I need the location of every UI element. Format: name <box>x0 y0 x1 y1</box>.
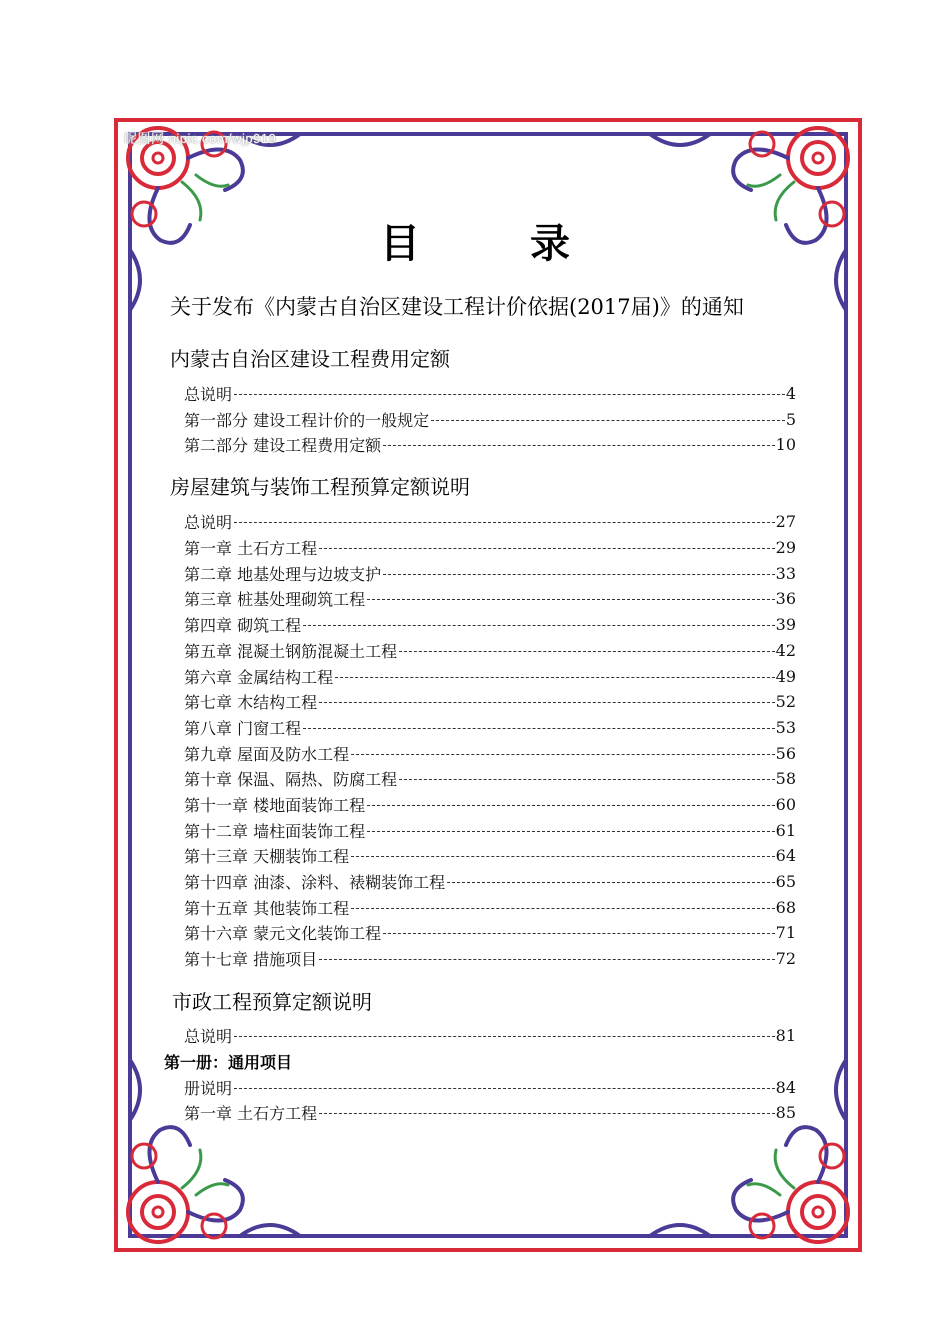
toc-entry[interactable] <box>184 561 796 585</box>
toc-entry-page: 10 <box>775 434 796 454</box>
dotted-leader <box>383 574 775 575</box>
toc-entry-label: 总说明 <box>184 384 233 404</box>
toc-entry-label: 总说明 <box>184 512 233 532</box>
toc-entry-page: 29 <box>775 537 796 557</box>
toc-entry[interactable] <box>184 432 796 456</box>
toc-entry-page: 72 <box>775 948 796 968</box>
dotted-leader <box>319 548 775 549</box>
toc-entry-page: 27 <box>775 511 796 531</box>
dotted-leader <box>383 445 775 446</box>
toc-entry[interactable] <box>184 381 796 405</box>
notice-heading[interactable]: 关于发布《内蒙古自治区建设工程计价依据(2017届)》的通知 <box>170 295 744 319</box>
dotted-leader <box>367 805 775 806</box>
toc-entry-page: 5 <box>785 409 796 429</box>
toc-entry[interactable] <box>184 509 796 533</box>
toc-entry-label: 第十一章 楼地面装饰工程 <box>184 795 366 815</box>
toc-entry-page: 61 <box>775 820 796 840</box>
dotted-leader <box>399 779 775 780</box>
toc-entry-page: 85 <box>775 1102 796 1122</box>
dotted-leader <box>399 651 775 652</box>
toc-entry-page: 56 <box>775 743 796 763</box>
toc-entry-page: 42 <box>775 640 796 660</box>
toc-entry-page: 71 <box>775 922 796 942</box>
toc-entry-label: 第九章 屋面及防水工程 <box>184 744 350 764</box>
dotted-leader <box>319 1113 775 1114</box>
dotted-leader <box>431 420 785 421</box>
corner-ornament-bottom-left <box>128 1127 243 1242</box>
toc-entry-label: 第三章 桩基处理砌筑工程 <box>184 589 366 609</box>
toc-entry-label: 第十五章 其他装饰工程 <box>184 898 350 918</box>
dotted-leader <box>351 754 775 755</box>
toc-entry[interactable] <box>184 792 796 816</box>
toc-entry-label: 第二部分 建设工程费用定额 <box>184 435 382 455</box>
dotted-leader <box>383 933 775 934</box>
toc-entry-label: 第八章 门窗工程 <box>184 718 302 738</box>
dotted-leader <box>234 394 785 395</box>
toc-entry[interactable] <box>184 946 796 970</box>
corner-ornament-bottom-right <box>733 1127 848 1242</box>
toc-entry[interactable] <box>184 1100 796 1124</box>
toc-entry-label: 第十六章 蒙元文化装饰工程 <box>184 923 382 943</box>
toc-entry-page: 33 <box>775 563 796 583</box>
toc-entry-label: 总说明 <box>184 1026 233 1046</box>
toc-entry-label: 第十四章 油漆、涂料、裱糊装饰工程 <box>184 872 446 892</box>
toc-entry[interactable] <box>184 638 796 662</box>
toc-entry[interactable] <box>184 407 796 431</box>
toc-entry-label: 第十三章 天棚装饰工程 <box>184 846 350 866</box>
toc-entry-page: 4 <box>785 383 796 403</box>
toc-entry-label: 第四章 砌筑工程 <box>184 615 302 635</box>
toc-entry-page: 53 <box>775 717 796 737</box>
dotted-leader <box>447 882 775 883</box>
toc-entry[interactable] <box>184 689 796 713</box>
toc-entry[interactable] <box>184 586 796 610</box>
dotted-leader <box>234 522 775 523</box>
toc-entry-page: 65 <box>775 871 796 891</box>
dotted-leader <box>319 959 775 960</box>
section-heading-building-decoration[interactable]: 房屋建筑与装饰工程预算定额说明 <box>170 475 470 499</box>
dotted-leader <box>234 1036 775 1037</box>
toc-entry-label: 第五章 混凝土钢筋混凝土工程 <box>184 641 398 661</box>
toc-entry-page: 81 <box>775 1025 796 1045</box>
toc-entry-label: 册说明 <box>184 1078 233 1098</box>
toc-entry-page: 84 <box>775 1077 796 1097</box>
toc-entry[interactable] <box>184 766 796 790</box>
toc-entry-page: 68 <box>775 897 796 917</box>
toc-entry[interactable] <box>184 535 796 559</box>
toc-entry-page: 64 <box>775 845 796 865</box>
dotted-leader <box>351 908 775 909</box>
toc-entry[interactable] <box>184 920 796 944</box>
toc-entry[interactable] <box>184 843 796 867</box>
toc-entry[interactable] <box>184 1075 796 1099</box>
toc-entry-page: 36 <box>775 588 796 608</box>
dotted-leader <box>335 677 775 678</box>
toc-entry-label: 第十二章 墙柱面装饰工程 <box>184 821 366 841</box>
toc-entry-label: 第七章 木结构工程 <box>184 692 318 712</box>
toc-entry-label: 第一部分 建设工程计价的一般规定 <box>184 410 430 430</box>
toc-entry-page: 49 <box>775 666 796 686</box>
toc-entry[interactable] <box>184 664 796 688</box>
dotted-leader <box>234 1088 775 1089</box>
page-title: 目 录 <box>380 221 618 267</box>
toc-entry-label: 第一章 土石方工程 <box>184 1103 318 1123</box>
dotted-leader <box>303 625 775 626</box>
toc-entry-label: 第十章 保温、隔热、防腐工程 <box>184 769 398 789</box>
toc-entry-label: 第一章 土石方工程 <box>184 538 318 558</box>
dotted-leader <box>303 728 775 729</box>
toc-entry-page: 58 <box>775 768 796 788</box>
toc-entry[interactable] <box>184 1023 796 1047</box>
dotted-leader <box>351 856 775 857</box>
toc-entry[interactable] <box>184 612 796 636</box>
toc-entry-label: 第十七章 措施项目 <box>184 949 318 969</box>
subsection-heading-volume-one[interactable]: 第一册：通用项目 <box>164 1053 293 1072</box>
dotted-leader <box>319 702 775 703</box>
toc-entry-page: 60 <box>775 794 796 814</box>
toc-entry[interactable] <box>184 741 796 765</box>
toc-entry-label: 第六章 金属结构工程 <box>184 667 334 687</box>
toc-entry[interactable] <box>184 715 796 739</box>
toc-entry-page: 39 <box>775 614 796 634</box>
toc-entry-label: 第二章 地基处理与边坡支护 <box>184 564 382 584</box>
toc-entry[interactable] <box>184 895 796 919</box>
section-heading-fee-quota[interactable]: 内蒙古自治区建设工程费用定额 <box>170 347 450 371</box>
toc-entry[interactable] <box>184 818 796 842</box>
section-heading-municipal[interactable]: 市政工程预算定额说明 <box>172 990 372 1014</box>
toc-entry-page: 52 <box>775 691 796 711</box>
watermark-text: 昵图网 nipic.com/wjp919 <box>124 131 277 146</box>
dotted-leader <box>367 831 775 832</box>
toc-entry[interactable] <box>184 869 796 893</box>
dotted-leader <box>367 599 775 600</box>
